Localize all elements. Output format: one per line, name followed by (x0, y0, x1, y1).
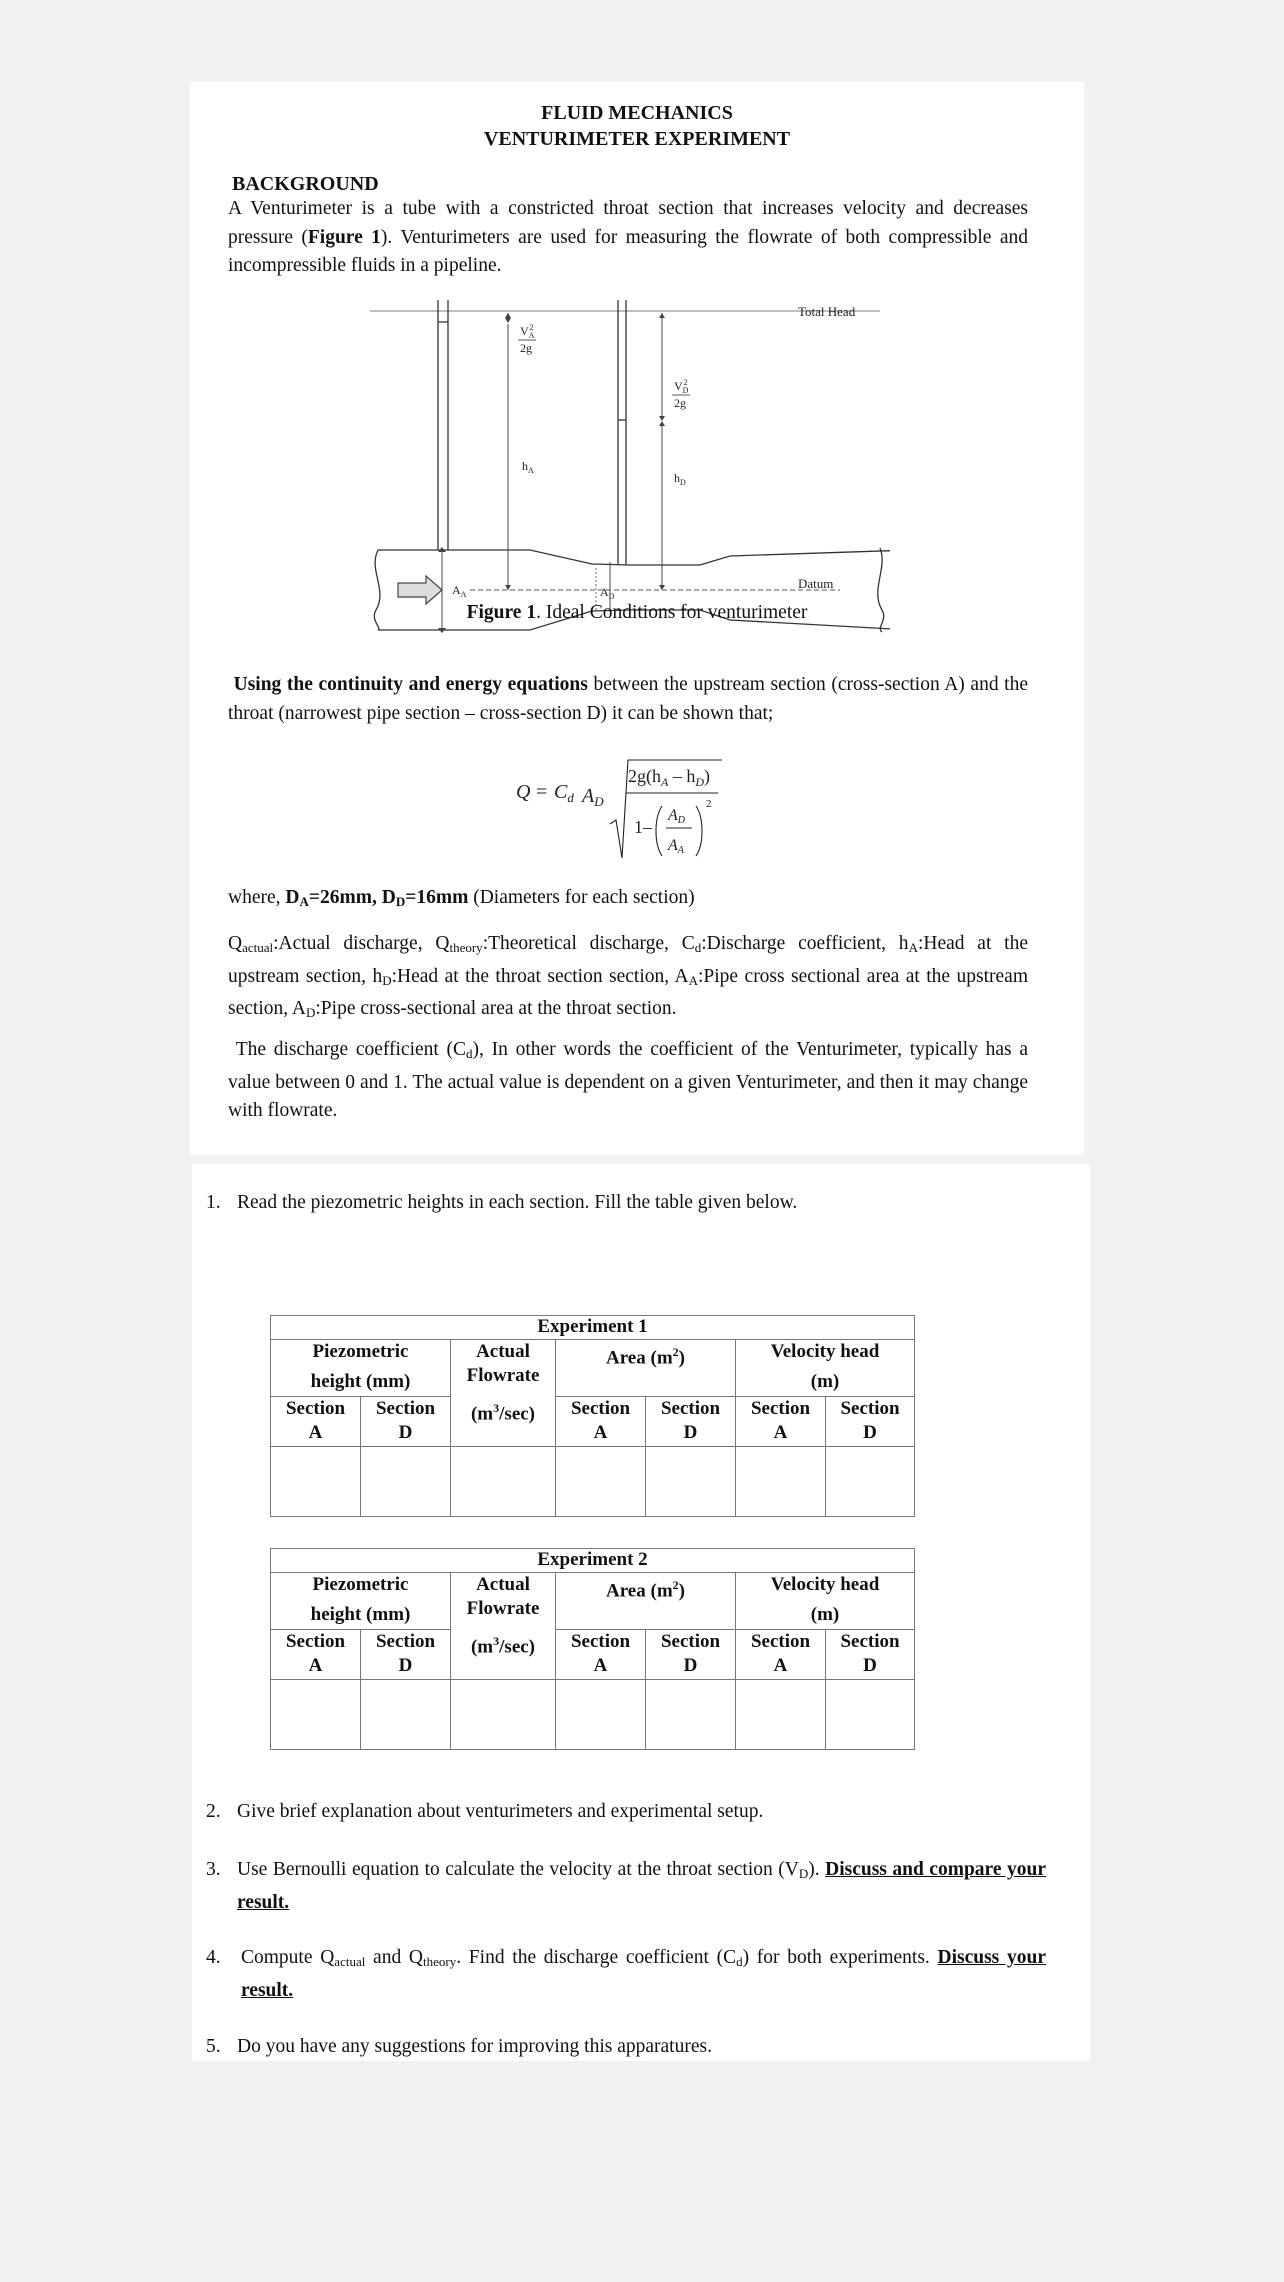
input-cell[interactable] (736, 1446, 826, 1516)
flowrate-unit-m: (m (470, 1403, 494, 1425)
background-heading: BACKGROUND (232, 173, 379, 195)
pipe-top-wall (378, 550, 890, 565)
discharge-text-a: The discharge coefficient (C (235, 1039, 467, 1060)
question-3-number: 3. (206, 1859, 221, 1880)
flowrate-unit (451, 1396, 556, 1446)
section-d-header (826, 1396, 915, 1446)
vd-2g: 2g (674, 396, 686, 410)
section-letter: A (593, 1421, 608, 1443)
formula-one: 1– (634, 817, 652, 837)
da-value: =26mm, (308, 887, 382, 908)
course-title: FLUID MECHANICS (541, 102, 733, 124)
q4-text-d: ) for both experiments. (742, 1947, 938, 1968)
flow-direction-arrow (398, 576, 442, 604)
section-word: Section (285, 1397, 346, 1419)
aa-label: $A_A$ (452, 583, 467, 599)
question-1-text: Read the piezometric heights in each section. Fill the table given below. (237, 1192, 798, 1213)
discharge-formula (510, 754, 740, 864)
section-word: Section (750, 1630, 811, 1652)
def-t1: :Actual discharge, (273, 933, 436, 954)
section-a-header (271, 1396, 361, 1446)
section-letter: D (398, 1421, 413, 1443)
section-word: Section (660, 1630, 721, 1652)
area-header (556, 1573, 736, 1604)
section-d-header (646, 1396, 736, 1446)
section-letter: D (863, 1421, 877, 1443)
da-symbol: D (285, 887, 300, 908)
q4-sub-theory: theory (423, 1954, 457, 1969)
input-cell[interactable] (361, 1446, 451, 1516)
va-2g: 2g (520, 341, 532, 355)
input-cell[interactable] (826, 1679, 915, 1749)
def-t2: :Theoretical discharge, C (482, 933, 695, 954)
caption-text: . Ideal Conditions for venturimeter (536, 602, 808, 623)
q3-emphasis: Discuss and compare your result. (237, 1859, 1046, 1913)
def-t3: :Discharge coefficient, h (701, 933, 909, 954)
formula-power: 2 (706, 798, 712, 810)
datum-label: Datum (798, 576, 834, 591)
total-head-label: Total Head (798, 304, 856, 319)
flowrate-unit-m: (m (470, 1636, 494, 1658)
dimension-lines (442, 313, 662, 632)
experiment-1-title: Experiment 1 (271, 1316, 915, 1340)
ad-label: $A_D$ (600, 585, 615, 601)
q-theory-sub: theory (449, 940, 483, 955)
caption-bold: Figure 1 (466, 602, 537, 623)
question-3-text (237, 1856, 1046, 1917)
section-letter: D (683, 1421, 698, 1443)
q-symbol: Q (228, 933, 243, 954)
aa-sub: A (688, 972, 698, 988)
ha-label: $h_A$ (522, 459, 534, 475)
section-letter: A (308, 1421, 323, 1443)
area-header-blank (556, 1370, 736, 1396)
background-paragraph (228, 195, 1028, 281)
area-header (556, 1340, 736, 1371)
venturimeter-figure (370, 300, 890, 636)
q3-sub: D (798, 1866, 809, 1881)
q4-sub-actual: actual (334, 1954, 366, 1969)
def-t4: :Head at the upstream section, h (228, 933, 1028, 987)
piezometric-header: Piezometric (271, 1340, 451, 1371)
question-5-number: 5. (206, 2036, 221, 2057)
section-a-header (556, 1396, 646, 1446)
input-cell[interactable] (736, 1679, 826, 1749)
flowrate-header-line2: Flowrate (466, 1365, 540, 1386)
flowrate-header (451, 1573, 556, 1630)
section-letter: A (308, 1654, 323, 1676)
flowrate-unit-sec: /sec) (499, 1403, 536, 1425)
diameters-line (228, 884, 1028, 917)
section-word: Section (660, 1397, 721, 1419)
velocity-head-unit: (m) (736, 1603, 915, 1629)
area-label: Area (m (606, 1347, 673, 1369)
question-2-text: Give brief explanation about venturimeters and experimental setup. (237, 1801, 764, 1822)
discharge-sub: d (466, 1046, 473, 1061)
flowrate-header (451, 1340, 556, 1397)
input-cell[interactable] (646, 1679, 736, 1749)
velocity-head-header: Velocity head (736, 1573, 915, 1604)
q4-text-a: Compute Q (241, 1947, 335, 1968)
flowrate-header-line1: Actual (476, 1574, 530, 1595)
q-symbol: Q (435, 933, 450, 954)
where-prefix: where, (228, 887, 286, 908)
section-letter: A (773, 1654, 788, 1676)
section-letter: D (398, 1654, 413, 1676)
def-t7: :Pipe cross-sectional area at the throat section. (315, 998, 677, 1019)
piezometric-header: Piezometric (271, 1573, 451, 1604)
continuity-paragraph (228, 671, 1028, 728)
da-sub: A (299, 894, 309, 909)
formula-frac-top: AD (668, 807, 686, 826)
dd-value: =16mm (405, 887, 469, 908)
figure-caption (190, 602, 1084, 624)
question-4-text (241, 1944, 1046, 2005)
experiment-2-title: Experiment 2 (271, 1549, 915, 1573)
flowrate-unit-sec: /sec) (499, 1636, 536, 1658)
section-a-header (556, 1629, 646, 1679)
formula-numerator: $2g(h_A - h_D)$ (628, 766, 711, 789)
section-a-header (736, 1396, 826, 1446)
flowrate-exponent: 3 (493, 1634, 500, 1649)
velocity-head-unit: (m) (736, 1370, 915, 1396)
va-label: $V_A2$ (520, 323, 535, 340)
section-d-header (826, 1629, 915, 1679)
formula-q: Q (516, 781, 531, 803)
def-t6: :Pipe cross sectional area at the upstream section, A (228, 965, 1028, 1019)
experiment-1-table (270, 1315, 915, 1517)
area-label: Area (m (606, 1580, 673, 1602)
experiment-2-table (270, 1548, 915, 1750)
input-cell[interactable] (451, 1679, 556, 1749)
q4-text-c: . Find the discharge coefficient (C (456, 1947, 737, 1968)
discharge-text-b: ), In other words the coefficient of the Venturimeter, typically has a value between 0 and 1. The actual value is dependent on a given Venturimeter, and then it may change with flowrate. (228, 1039, 1029, 1121)
area-exponent: 2 (672, 1345, 679, 1359)
input-cell[interactable] (556, 1679, 646, 1749)
dd-sub: D (395, 894, 406, 909)
section-letter: A (773, 1421, 788, 1443)
formula-frac-bot: AA (668, 837, 684, 856)
input-cell[interactable] (271, 1446, 361, 1516)
section-letter: D (863, 1654, 877, 1676)
formula-eq: = (536, 781, 548, 803)
piezometric-header-2: height (mm) (271, 1603, 451, 1629)
section-word: Section (840, 1397, 900, 1419)
input-cell[interactable] (361, 1679, 451, 1749)
q3-text-b: ). (808, 1859, 826, 1880)
flowrate-header-line1: Actual (476, 1341, 530, 1362)
continuity-bold: Using the continuity and energy equations (233, 674, 588, 695)
piezometric-header-2: height (mm) (271, 1370, 451, 1396)
section-word: Section (570, 1630, 631, 1652)
def-t5: :Head at the throat section section, A (391, 965, 689, 987)
arrow-heads (438, 313, 665, 633)
question-2-number: 2. (206, 1801, 221, 1822)
question-5-text: Do you have any suggestions for improving this apparatures. (237, 2036, 712, 2057)
section-word: Section (375, 1630, 436, 1652)
section-letter: A (593, 1654, 608, 1676)
q-actual-sub: actual (242, 940, 274, 955)
area-close: ) (678, 1347, 685, 1369)
ha-sub: A (908, 940, 918, 955)
area-header-blank (556, 1603, 736, 1629)
dd-symbol: D (381, 887, 396, 908)
hd-label: $h_D$ (674, 471, 686, 487)
background-text-a: A Venturimeter is a tube with a constricted throat section that increases velocity and decreases pressure ( (228, 198, 1028, 248)
section-word: Section (375, 1397, 436, 1419)
section-word: Section (570, 1397, 631, 1419)
section-d-header (361, 1629, 451, 1679)
flowrate-header-line2: Flowrate (466, 1598, 540, 1619)
section-word: Section (285, 1630, 346, 1652)
flowrate-exponent: 3 (493, 1401, 500, 1416)
q4-sub-cd: d (736, 1954, 743, 1969)
input-cell[interactable] (556, 1446, 646, 1516)
section-d-header (646, 1629, 736, 1679)
ad-sub: D (306, 1005, 316, 1020)
question-4-number: 4. (206, 1947, 221, 1968)
area-exponent: 2 (672, 1578, 679, 1592)
input-cell[interactable] (646, 1446, 736, 1516)
section-word: Section (750, 1397, 811, 1419)
worksheet-page-2 (192, 1164, 1090, 2061)
section-a-header (271, 1629, 361, 1679)
discharge-coefficient-paragraph (228, 1036, 1028, 1126)
q4-emphasis: Discuss your result. (241, 1947, 1046, 2001)
formula-a: $A_D$ (582, 785, 604, 809)
input-cell[interactable] (451, 1446, 556, 1516)
continuity-text: between the upstream section (cross-section A) and the throat (narrowest pipe section – cross-section D) it can be shown that; (228, 674, 1029, 724)
where-suffix: (Diameters for each section) (468, 887, 695, 908)
definitions-paragraph (228, 930, 1028, 1028)
hd-sub: D (382, 972, 392, 988)
q4-text-b: and Q (365, 1947, 423, 1968)
experiment-title: VENTURIMETER EXPERIMENT (483, 128, 791, 150)
input-cell[interactable] (271, 1679, 361, 1749)
section-a-header (736, 1629, 826, 1679)
cd-sub: d (694, 940, 702, 955)
worksheet-page-1 (190, 82, 1084, 1155)
input-cell[interactable] (826, 1446, 915, 1516)
area-close: ) (678, 1580, 685, 1602)
question-1-number: 1. (206, 1192, 221, 1213)
background-text-b: ). Venturimeters are used for measuring the flowrate of both compressible and incompressible fluids in a pipeline. (228, 226, 1029, 276)
flowrate-unit (451, 1629, 556, 1679)
formula-c: $C_d$ (554, 781, 574, 805)
section-word: Section (840, 1630, 900, 1652)
q3-text-a: Use Bernoulli equation to calculate the velocity at the throat section (V (237, 1859, 799, 1880)
section-d-header (361, 1396, 451, 1446)
vd-label: $V_D2$ (674, 378, 689, 395)
velocity-head-header: Velocity head (736, 1340, 915, 1371)
section-letter: D (683, 1654, 698, 1676)
figure-ref: Figure 1 (307, 226, 381, 248)
